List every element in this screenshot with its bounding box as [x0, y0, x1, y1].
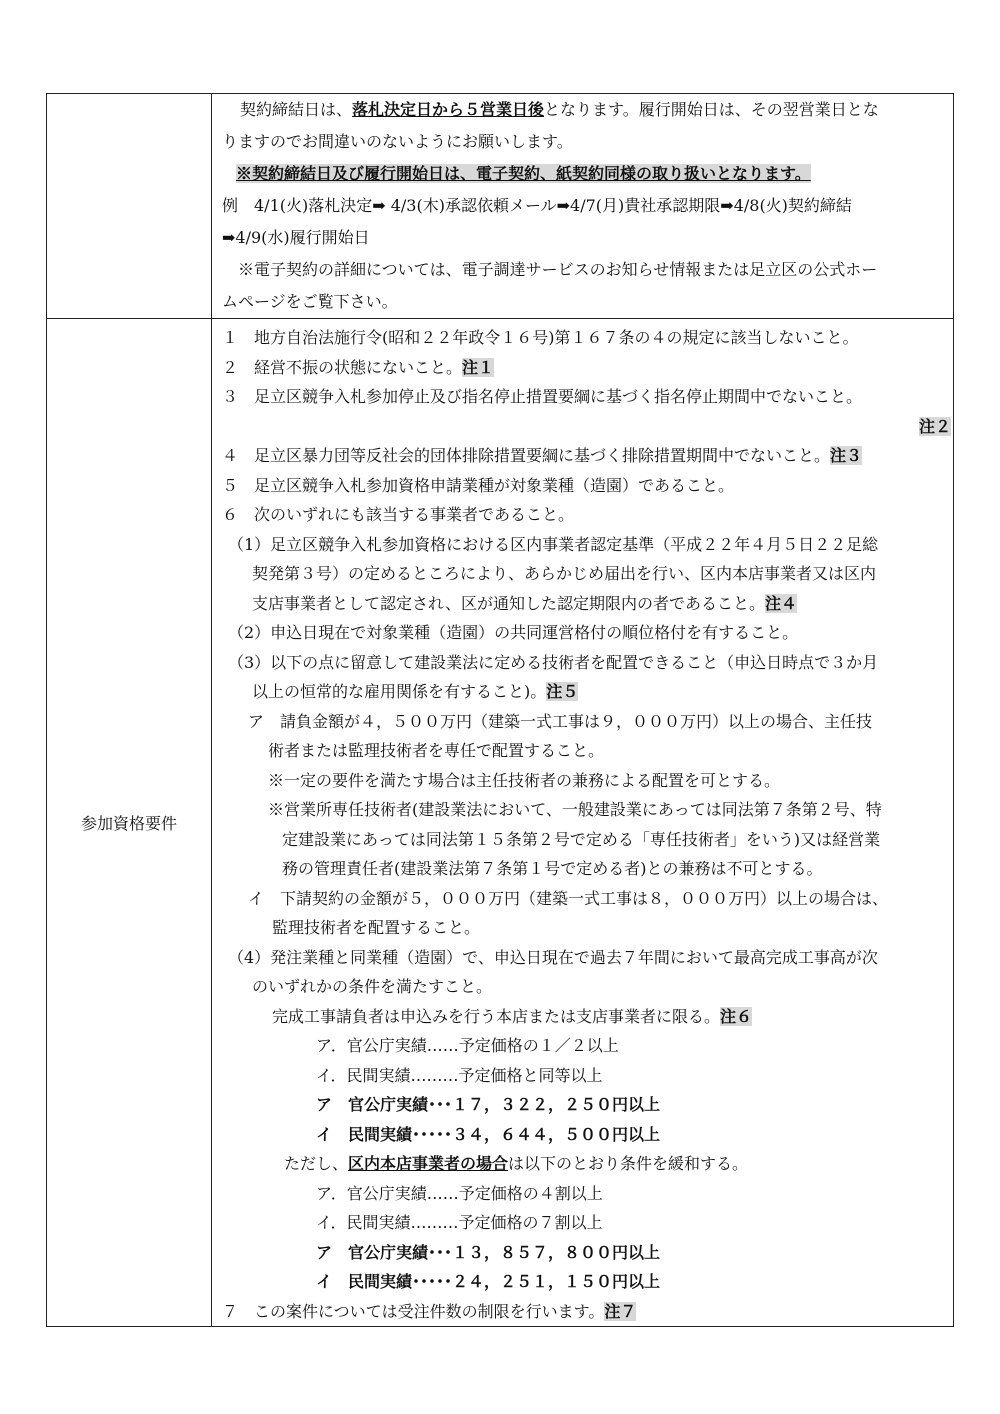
eligibility-content-cell [212, 319, 954, 1327]
c-line-4: イ 民間実績･････３４，６４４，５００円以上 [316, 1124, 661, 1144]
sub-1-line-3 [212, 589, 953, 619]
text: 完成工事請負者は申込みを行う本店または支店事業者に限る。 [272, 1006, 721, 1026]
eligibility-label: 参加資格要件 [80, 814, 177, 833]
text: ただし、 [284, 1154, 349, 1173]
d-line-4: イ 民間実績･････２４，２５１，１５０円以上 [316, 1272, 661, 1291]
item-1: １ 地方自治法施行令(昭和２２年政令１６号)第１６７条の４の規定に該当しないこと。 [222, 328, 859, 347]
note-ref: 注７ [604, 1301, 637, 1321]
sub-3-line-1: （3）以下の点に留意して建設業法に定める技術者を配置できること（申込日時点で３か月 [228, 652, 879, 672]
eligibility-label-cell [47, 319, 212, 1327]
row1-label-cell [47, 94, 212, 319]
emphasis-text: 落札決定日から５営業日後 [352, 100, 545, 119]
eligibility-row [47, 319, 954, 1327]
contract-line-2: りますのでお間違いのないようにお願いします。 [222, 132, 573, 151]
d-line-2: イ．民間実績………予定価格の７割以上 [316, 1213, 603, 1232]
sub-2: （2）申込日現在で対象業種（造園）の共同運営格付の順位格付を有すること。 [228, 623, 799, 642]
d-line-0 [212, 1149, 953, 1179]
sub-4-line-2: のいずれかの条件を満たすこと。 [252, 977, 493, 996]
note-ref: 注１ [462, 357, 495, 377]
a-line-1: ア 請負金額が４，５００万円（建築一式工事は９，０００万円）以上の場合、主任技 [248, 711, 873, 731]
sub-3-line-2 [212, 677, 953, 707]
a-line-2: 術者または監理技術者を専任で配置すること。 [268, 741, 605, 760]
item-2 [212, 353, 953, 383]
text: となります。履行開始日は、その翌営業日とな [544, 100, 879, 119]
emphasis-text: 区内本店事業者の場合 [348, 1154, 509, 1173]
sub-1-line-1: （1）足立区競争入札参加資格における区内事業者認定基準（平成２２年４月５日２２足総 [228, 534, 879, 554]
b-line-2: 監理技術者を配置すること。 [272, 918, 481, 937]
d-line-1: ア．官公庁実績……予定価格の４割以上 [316, 1183, 603, 1203]
text: 支店事業者として認定され、区が通知した認定期限内の者であること。 [252, 593, 765, 613]
note-ref: 注３ [830, 446, 863, 465]
sub-4-line-1: （4）発注業種と同業種（造園）で、申込日現在で過去７年間において最高完成工事高が次 [228, 947, 878, 967]
text: 以上の恒常的な雇用関係を有すること)。 [252, 682, 547, 701]
contract-line-3 [212, 158, 953, 190]
sub-4-line-3 [212, 1002, 953, 1032]
a-line-5: 定建設業にあっては同法第１５条第２号で定める「専任技術者」をいう)又は経営業 [282, 829, 881, 849]
a-line-3: ※一定の要件を満たす場合は主任技術者の兼務による配置を可とする。 [268, 770, 781, 790]
b-line-1: イ 下請契約の金額が５，０００万円（建築一式工事は８，０００万円）以上の場合は、 [248, 888, 889, 908]
example-line-1: 例 4/1(火)落札決定➡ 4/3(木)承認依頼メール➡4/7(月)貴社承認期限➡4/8(火)契約締結 [222, 196, 852, 215]
item-4 [212, 441, 953, 471]
example-line-2: ➡4/9(水)履行開始日 [222, 228, 370, 247]
item-3-note [212, 412, 953, 442]
contract-line-1 [212, 94, 953, 126]
item-7 [212, 1297, 953, 1327]
note-ref: 注４ [764, 593, 797, 613]
c-line-3: ア 官公庁実績･･･１７，３２２，２５０円以上 [316, 1095, 661, 1114]
d-line-3: ア 官公庁実績･･･１３，８５７，８００円以上 [316, 1242, 661, 1262]
item-6: ６ 次のいずれにも該当する事業者であること。 [222, 505, 575, 524]
electronic-note-line-1: ※電子契約の詳細については、電子調達サービスのお知らせ情報または足立区の公式ホー [238, 260, 878, 279]
text: 契約締結日は、 [240, 100, 353, 119]
note-ref: 注２ [918, 416, 951, 436]
a-line-4: ※営業所専任技術者(建設業法において、一般建設業にあっては同法第７条第２号、特 [268, 800, 882, 819]
row1-content-cell [212, 94, 954, 319]
highlighted-note: ※契約締結日及び履行開始日は、電子契約、紙契約同様の取り扱いとなります。 [236, 164, 811, 183]
document-table [46, 93, 954, 1327]
text: ７ この案件については受注件数の制限を行います。 [222, 1301, 605, 1321]
text: ２ 経営不振の状態にないこと。 [222, 357, 463, 377]
sub-1-line-2: 契発第３号）の定めるところにより、あらかじめ届出を行い、区内本店事業者又は区内 [252, 564, 877, 583]
item-5: ５ 足立区競争入札参加資格申請業種が対象業種（造園）であること。 [222, 475, 735, 495]
electronic-note-line-2: ムページをご覧下さい。 [222, 292, 398, 311]
note-ref: 注５ [546, 682, 579, 701]
text: は以下のとおり条件を緩和する。 [508, 1154, 749, 1173]
note-ref: 注６ [720, 1006, 753, 1026]
contract-date-row [47, 94, 954, 319]
item-3: ３ 足立区競争入札参加停止及び指名停止措置要綱に基づく指名停止期間中でないこと。 [222, 387, 863, 406]
c-line-2: イ．民間実績………予定価格と同等以上 [316, 1065, 603, 1085]
c-line-1: ア．官公庁実績……予定価格の１／２以上 [316, 1036, 619, 1055]
a-line-6: 務の管理責任者(建設業法第７条第１号で定める者)との兼務は不可とする。 [282, 859, 823, 878]
text: ４ 足立区暴力団等反社会的団体排除措置要綱に基づく排除措置期間中でないこと。 [222, 446, 831, 465]
